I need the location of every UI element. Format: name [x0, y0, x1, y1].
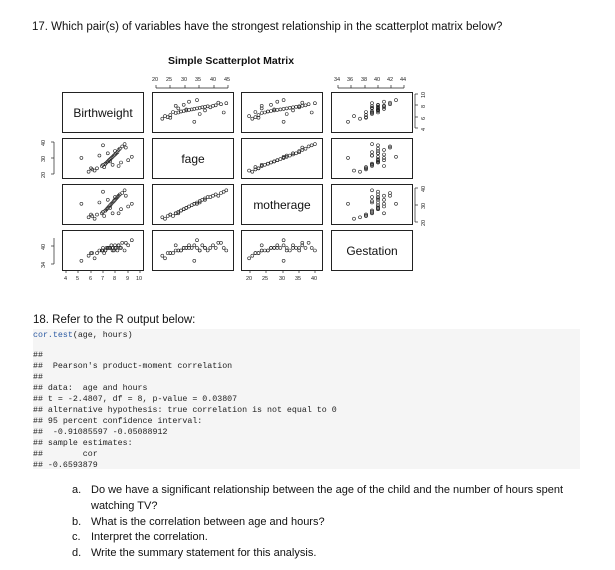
tick-label: 20: [152, 77, 159, 83]
scatter-point: [248, 257, 251, 260]
scatter-point: [111, 163, 114, 166]
scatter-point: [279, 108, 282, 111]
scatter-point: [124, 241, 127, 244]
scatter-point: [225, 102, 228, 105]
scatter-point: [288, 249, 291, 252]
scatter-point: [273, 160, 276, 163]
scatter-point: [196, 99, 199, 102]
r-output-line: ## alternative hypothesis: true correlation is not equal to 0: [33, 406, 337, 415]
scatter-point: [251, 254, 254, 257]
r-output-line: ## sample estimates:: [33, 439, 133, 448]
scatter-point: [310, 111, 313, 114]
tick-label: 6: [421, 116, 427, 120]
scatter-point: [161, 254, 164, 257]
scatter-point: [98, 201, 101, 204]
r-output-line: ##: [33, 373, 43, 382]
tick-label: 30: [41, 155, 47, 162]
scatter-point: [353, 169, 356, 172]
scatter-point: [182, 103, 185, 106]
subquestion-marker: d.: [72, 547, 82, 559]
scatter-plot-motherage-vs-Gestation: [242, 231, 322, 270]
scatter-point: [93, 169, 96, 172]
scatter-point: [248, 115, 251, 118]
question-17: 17. Which pair(s) of variables have the strongest relationship in the scatterplot matrix below?: [32, 21, 503, 33]
scatter-point: [285, 113, 288, 116]
scatter-point: [127, 159, 130, 162]
scatter-point: [371, 196, 374, 199]
scatter-point: [87, 170, 90, 173]
scatter-point: [292, 106, 295, 109]
tick-label: 40: [421, 185, 427, 192]
subquestion-a-cont: watching TV?: [91, 500, 158, 512]
tick-label: 38: [361, 77, 368, 83]
scatter-point: [282, 259, 285, 262]
diag-fage: fage: [152, 138, 234, 179]
scatter-point: [288, 154, 291, 157]
scatter-point: [120, 161, 123, 164]
scatter-point: [295, 105, 298, 108]
scatter-point: [395, 99, 398, 102]
scatter-plot-Gestation-vs-motherage: [332, 185, 412, 224]
r-output-line: ##: [33, 351, 43, 360]
scatter-point: [254, 116, 257, 119]
tick-label: 40: [210, 77, 217, 83]
scatter-point: [198, 113, 201, 116]
scatter-point: [201, 244, 204, 247]
scatter-point: [279, 158, 282, 161]
scatter-point: [270, 110, 273, 113]
scatter-panel-birthweight-fage: [152, 92, 234, 133]
scatter-point: [359, 170, 362, 173]
tick-label: 9: [126, 276, 130, 282]
scatter-point: [161, 117, 164, 120]
scatter-point: [371, 151, 374, 154]
scatter-point: [93, 217, 96, 220]
scatter-point: [260, 249, 263, 252]
scatter-point: [123, 143, 126, 146]
scatter-point: [292, 109, 295, 112]
scatter-point: [383, 100, 386, 103]
scatter-point: [217, 194, 220, 197]
subquestion-b: What is the correlation between age and hours?: [91, 516, 325, 528]
scatter-point: [222, 246, 225, 249]
scatter-point: [117, 212, 120, 215]
scatter-point: [198, 249, 201, 252]
tick-label: 40: [41, 243, 47, 250]
scatter-point: [206, 249, 209, 252]
scatter-point: [209, 246, 212, 249]
tick-label: 30: [181, 77, 188, 83]
scatter-point: [307, 145, 310, 148]
scatter-point: [121, 192, 124, 195]
scatter-point: [282, 239, 285, 242]
scatter-point: [288, 106, 291, 109]
tick-label: 40: [374, 77, 381, 83]
scatter-plot-motherage-vs-fage: [242, 139, 322, 178]
scatter-point: [365, 111, 368, 114]
scatter-point: [276, 100, 279, 103]
tick-label: 35: [195, 77, 202, 83]
subquestion-marker: b.: [72, 516, 82, 528]
scatter-plot-Birthweight-vs-motherage: [63, 185, 143, 224]
scatter-point: [222, 190, 225, 193]
scatter-point: [304, 246, 307, 249]
scatter-panel-gestation-motherage: [241, 230, 323, 271]
scatter-point: [270, 103, 273, 106]
scatter-point: [124, 194, 127, 197]
scatter-point: [96, 213, 99, 216]
scatter-point: [87, 216, 90, 219]
scatter-point: [164, 115, 167, 118]
tick-label: 4: [64, 276, 68, 282]
scatter-point: [383, 194, 386, 197]
subquestion-d: Write the summary statement for this analysis.: [91, 547, 317, 559]
tick-label: 5: [76, 276, 80, 282]
scatter-point: [209, 106, 212, 109]
scatter-point: [383, 165, 386, 168]
scatter-plot-fage-vs-motherage: [153, 185, 233, 224]
scatter-point: [285, 107, 288, 110]
scatter-point: [383, 212, 386, 215]
scatter-point: [313, 102, 316, 105]
diag-gestation: Gestation: [331, 230, 413, 271]
scatter-point: [164, 257, 167, 260]
scatter-point: [266, 249, 269, 252]
scatter-point: [164, 217, 167, 220]
scatter-point: [123, 189, 126, 192]
scatter-point: [80, 259, 83, 262]
tick-label: 7: [101, 276, 105, 282]
scatter-point: [254, 252, 257, 255]
scatter-point: [353, 115, 356, 118]
scatter-point: [121, 145, 124, 148]
scatter-point: [116, 249, 119, 252]
scatter-point: [96, 252, 99, 255]
r-args: (age, hours): [72, 331, 133, 340]
scatter-point: [260, 112, 263, 115]
tick-label: 34: [334, 77, 341, 83]
scatter-panel-gestation-birthweight: [62, 230, 144, 271]
scatter-plot-fage-vs-Gestation: [153, 231, 233, 270]
scatter-point: [193, 259, 196, 262]
scatter-plot-motherage-vs-Birthweight: [242, 93, 322, 132]
scatter-point: [257, 167, 260, 170]
subquestion-a: Do we have a significant relationship between the age of the child and the number of hours spent: [91, 484, 564, 496]
scatter-point: [371, 154, 374, 157]
tick-label: 45: [224, 77, 231, 83]
r-output-line: ## cor: [33, 450, 98, 459]
scatter-point: [177, 107, 180, 110]
r-output-line: ## Pearson's product-moment correlation: [33, 362, 233, 371]
scatter-point: [276, 159, 279, 162]
r-output-line: ## -0.6593879: [33, 461, 98, 470]
subquestion-marker: a.: [72, 484, 82, 496]
scatter-plot-Gestation-vs-Birthweight: [332, 93, 412, 132]
scatter-plot-Birthweight-vs-Gestation: [63, 231, 143, 270]
scatter-point: [102, 144, 105, 147]
scatter-point: [383, 198, 386, 201]
tick-label: 10: [136, 276, 143, 282]
scatter-point: [282, 120, 285, 123]
scatter-point: [212, 244, 215, 247]
scatter-point: [193, 120, 196, 123]
scatter-point: [180, 209, 183, 212]
scatter-plot-Birthweight-vs-fage: [63, 139, 143, 178]
scatter-panel-fage-motherage: [241, 138, 323, 179]
tick-label: 10: [421, 91, 427, 98]
scatter-point: [130, 155, 133, 158]
scatter-point: [263, 111, 266, 114]
r-output-line: ## t = -2.4807, df = 8, p-value = 0.03807: [33, 395, 238, 404]
tick-label: 30: [279, 276, 286, 282]
scatter-point: [270, 246, 273, 249]
scatter-point: [80, 156, 83, 159]
scatter-point: [383, 148, 386, 151]
scatter-point: [121, 241, 124, 244]
scatter-point: [273, 246, 276, 249]
scatter-panel-motherage-gestation: [331, 184, 413, 225]
scatter-point: [371, 189, 374, 192]
scatter-point: [193, 244, 196, 247]
subquestion-marker: c.: [72, 531, 81, 543]
r-output-line: ## data: age and hours: [33, 384, 148, 393]
scatter-point: [117, 244, 120, 247]
scatter-panel-gestation-fage: [152, 230, 234, 271]
scatter-point: [127, 205, 130, 208]
tick-label: 35: [295, 276, 302, 282]
scatter-point: [174, 244, 177, 247]
scatter-point: [87, 254, 90, 257]
scatter-point: [347, 156, 350, 159]
scatter-point: [395, 202, 398, 205]
subquestion-c: Interpret the correlation.: [91, 531, 208, 543]
scatter-point: [383, 153, 386, 156]
scatter-point: [111, 212, 114, 215]
scatter-point: [301, 101, 304, 104]
scatter-point: [251, 170, 254, 173]
scatter-point: [80, 202, 83, 205]
tick-label: 34: [41, 261, 47, 268]
scatter-point: [359, 216, 362, 219]
scatter-point: [204, 246, 207, 249]
scatter-point: [270, 161, 273, 164]
scatter-point: [282, 244, 285, 247]
scatter-point: [282, 107, 285, 110]
r-output-line: ## -0.91085597 -0.05088912: [33, 428, 168, 437]
scatter-point: [266, 110, 269, 113]
scatter-panel-birthweight-gestation: [331, 92, 413, 133]
scatter-point: [106, 152, 109, 155]
scatter-point: [222, 111, 225, 114]
scatter-point: [276, 108, 279, 111]
scatter-panel-motherage-fage: [152, 184, 234, 225]
tick-label: 42: [387, 77, 394, 83]
scatter-point: [282, 99, 285, 102]
scatter-point: [251, 117, 254, 120]
scatter-point: [130, 202, 133, 205]
scatter-point: [307, 103, 310, 106]
scatter-point: [127, 244, 130, 247]
tick-label: 36: [347, 77, 354, 83]
scatter-point: [395, 155, 398, 158]
tick-label: 25: [166, 77, 173, 83]
scatter-point: [263, 163, 266, 166]
diag-motherage: motherage: [241, 184, 323, 225]
scatter-point: [279, 246, 282, 249]
r-output-line: ## 95 percent confidence interval:: [33, 417, 203, 426]
scatter-point: [174, 104, 177, 107]
scatter-point: [214, 246, 217, 249]
r-function: cor.test: [33, 331, 73, 340]
scatter-point: [196, 239, 199, 242]
scatter-point: [304, 104, 307, 107]
scatter-point: [96, 167, 99, 170]
scatter-point: [371, 102, 374, 105]
scatter-plot-fage-vs-Birthweight: [153, 93, 233, 132]
tick-label: 44: [400, 77, 407, 83]
tick-label: 20: [246, 276, 253, 282]
diag-birthweight: Birthweight: [62, 92, 144, 133]
scatter-point: [172, 111, 175, 114]
scatter-point: [310, 246, 313, 249]
scatter-point: [217, 101, 220, 104]
scatter-point: [102, 190, 105, 193]
scatter-point: [359, 117, 362, 120]
scatter-point: [263, 249, 266, 252]
scatter-point: [106, 198, 109, 201]
scatter-point: [295, 246, 298, 249]
scatter-point: [225, 249, 228, 252]
scatter-panel-motherage-birthweight: [62, 184, 144, 225]
scatter-point: [371, 143, 374, 146]
scatter-point: [117, 165, 120, 168]
tick-label: 6: [89, 276, 93, 282]
r-output-block: [33, 329, 580, 469]
scatter-panel-fage-birthweight: [62, 138, 144, 179]
tick-label: 40: [311, 276, 318, 282]
scatter-point: [123, 249, 126, 252]
scatter-point: [313, 249, 316, 252]
scatter-point: [254, 111, 257, 114]
r-command: [33, 331, 133, 340]
scatter-point: [260, 244, 263, 247]
scatter-point: [120, 208, 123, 211]
scatter-panel-birthweight-motherage: [241, 92, 323, 133]
scatter-point: [124, 146, 127, 149]
tick-label: 8: [421, 104, 427, 108]
scatter-point: [295, 152, 298, 155]
tick-label: 20: [41, 171, 47, 178]
scatter-plot-Gestation-vs-fage: [332, 139, 412, 178]
scatter-point: [347, 120, 350, 123]
scatter-point: [130, 239, 133, 242]
scatter-point: [188, 100, 191, 103]
scatter-point: [98, 154, 101, 157]
scatter-point: [196, 246, 199, 249]
scatter-point: [204, 109, 207, 112]
scatter-point: [310, 144, 313, 147]
scatter-point: [257, 252, 260, 255]
scatter-point: [347, 202, 350, 205]
scatter-panel-fage-gestation: [331, 138, 413, 179]
question-18: 18. Refer to the R output below:: [33, 314, 196, 326]
scatter-point: [266, 162, 269, 165]
scatter-point: [248, 169, 251, 172]
tick-label: 8: [113, 276, 117, 282]
scatter-point: [301, 104, 304, 107]
scatter-point: [307, 241, 310, 244]
tick-label: 20: [421, 219, 427, 226]
scatter-point: [377, 144, 380, 147]
tick-label: 4: [421, 127, 427, 131]
scatter-point: [304, 147, 307, 150]
tick-label: 25: [262, 276, 269, 282]
scatter-point: [169, 213, 172, 216]
scatter-point: [185, 206, 188, 209]
scatter-point: [103, 215, 106, 218]
scatter-point: [93, 257, 96, 260]
scatter-point: [353, 217, 356, 220]
scatter-point: [313, 143, 316, 146]
tick-label: 40: [41, 139, 47, 146]
tick-label: 30: [421, 202, 427, 209]
matrix-title: Simple Scatterplot Matrix: [168, 55, 295, 67]
